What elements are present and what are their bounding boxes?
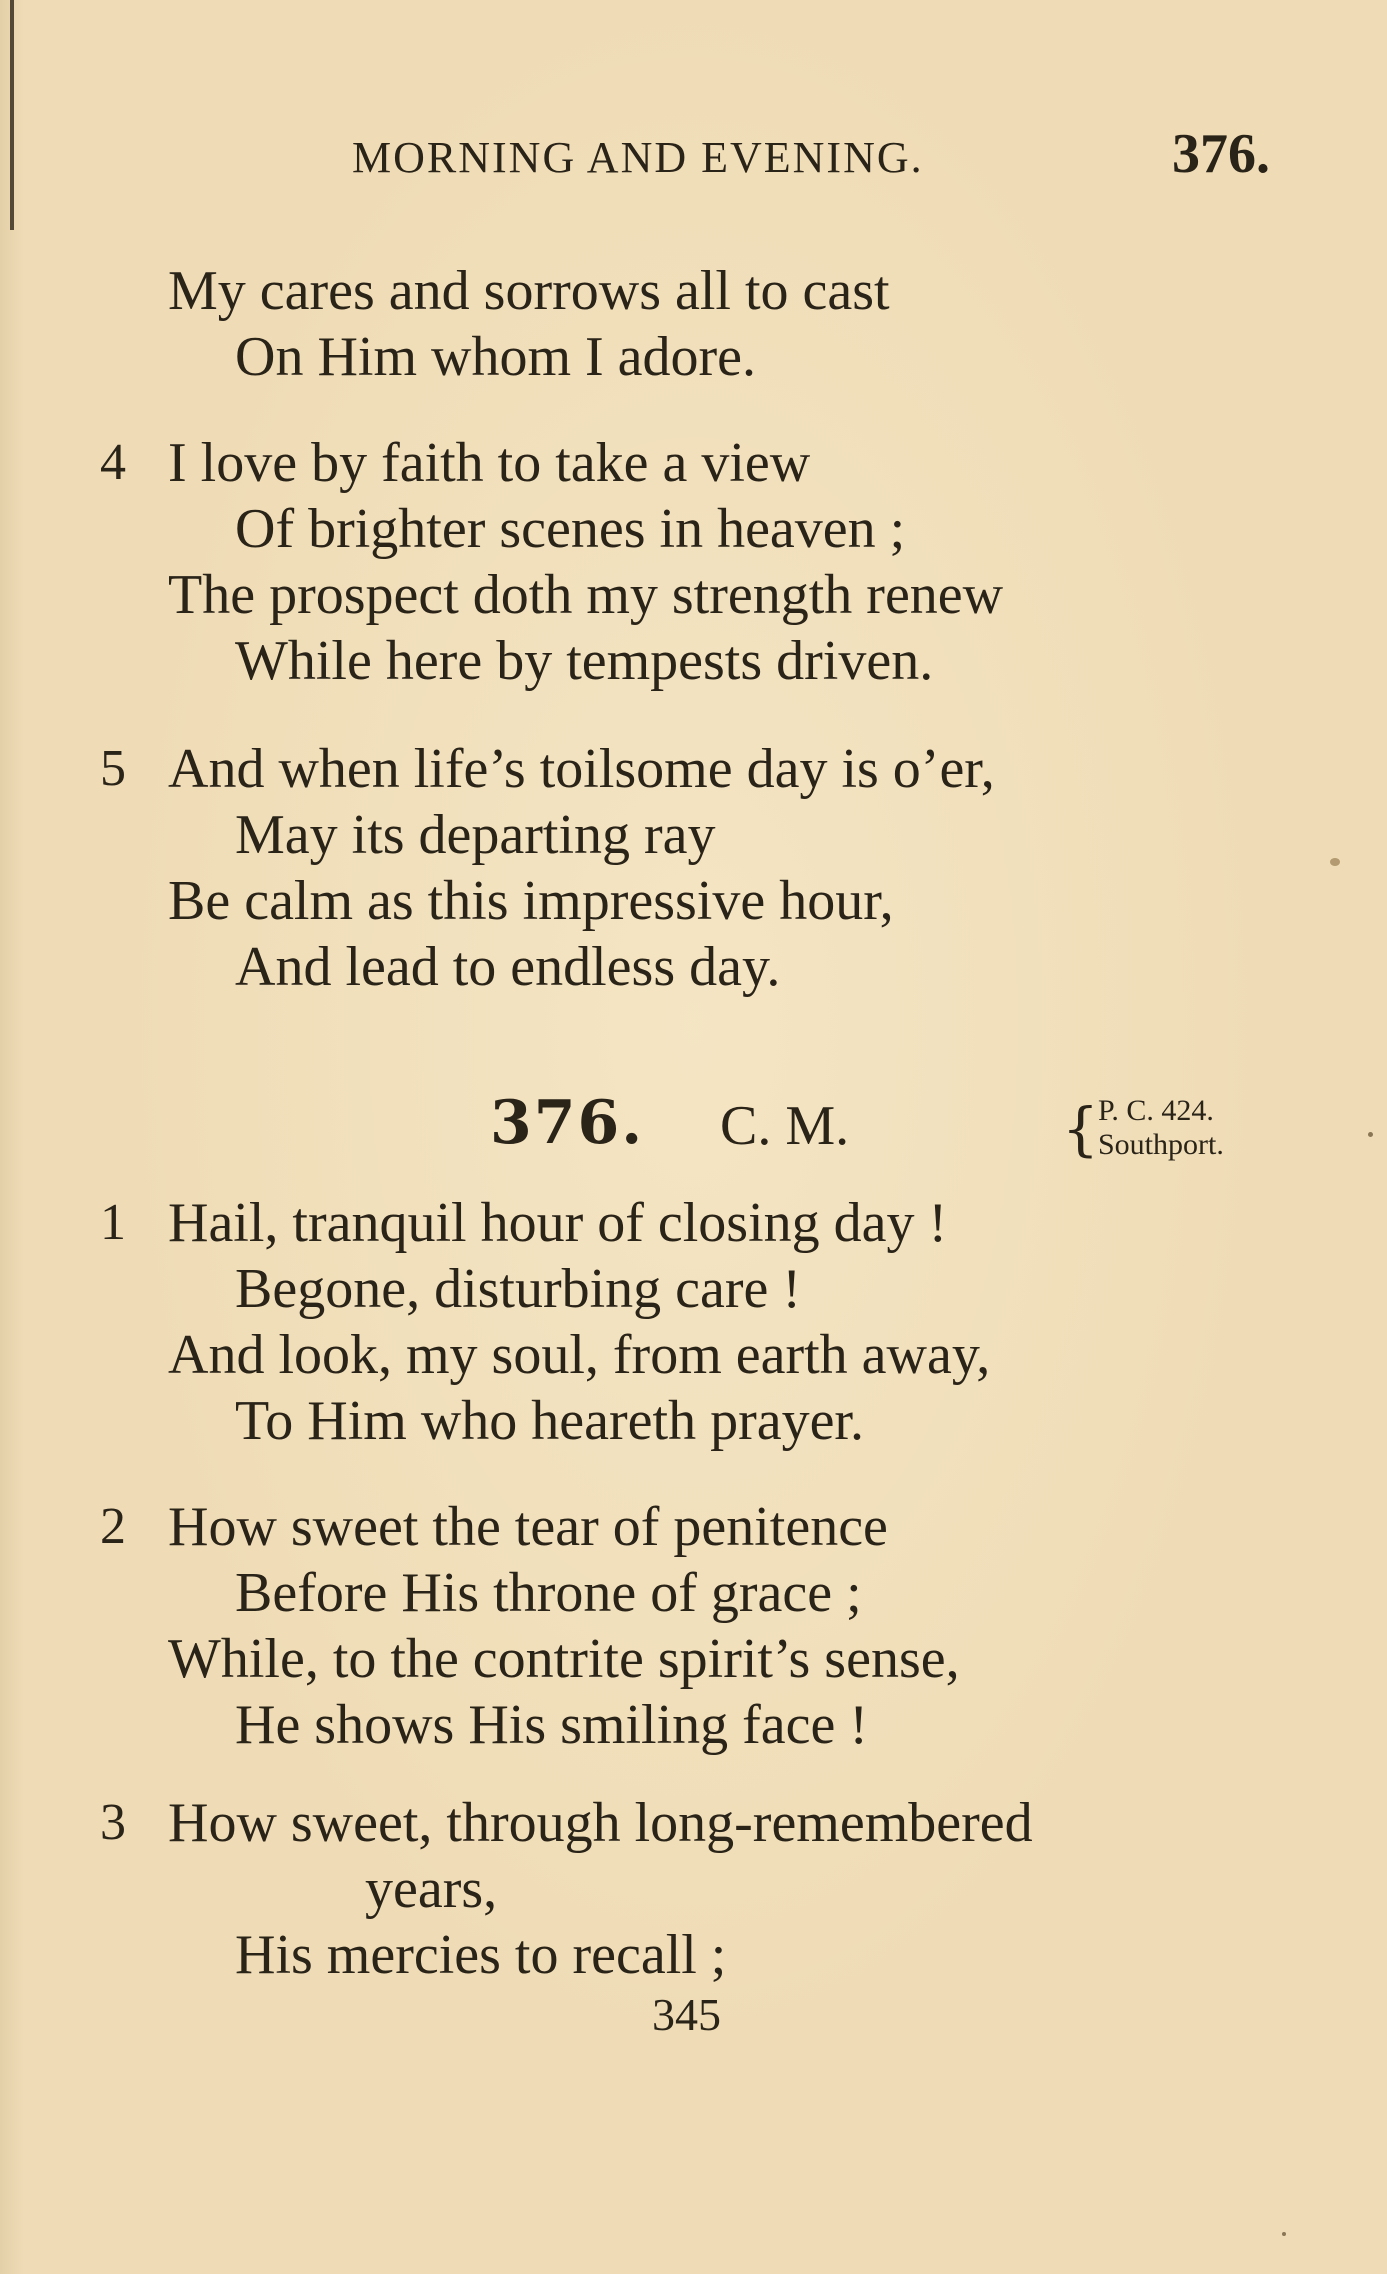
verse-line: And when life’s toilsome day is o’er, <box>168 738 995 800</box>
hymn-heading <box>490 1088 850 1158</box>
verse-line: Begone, disturbing care ! <box>235 1258 802 1320</box>
verse-line: His mercies to recall ; <box>235 1924 727 1986</box>
verse-line: May its departing ray <box>235 804 716 866</box>
verse-line: And look, my soul, from earth away, <box>168 1324 991 1386</box>
paper-speck <box>1368 1132 1373 1137</box>
verse-line: Hail, tranquil hour of closing day ! <box>168 1192 948 1254</box>
page-number: 345 <box>652 1989 721 2040</box>
verse-line: Be calm as this impressive hour, <box>168 870 894 932</box>
verse-number: 1 <box>100 1194 126 1251</box>
tune-book-ref: P. C. 424. <box>1098 1094 1214 1127</box>
tune-name: Southport. <box>1098 1128 1224 1161</box>
verse-line: My cares and sorrows all to cast <box>168 260 890 322</box>
verse-line: And lead to endless day. <box>235 936 781 998</box>
verse-line: He shows His smiling face ! <box>235 1694 869 1756</box>
verse-number: 5 <box>100 740 126 797</box>
page-hymn-number: 376. <box>1172 123 1270 185</box>
tune-reference <box>1062 1094 1292 1174</box>
verse-line: Before His throne of grace ; <box>235 1562 862 1624</box>
verse-number: 4 <box>100 434 126 491</box>
verse-number: 3 <box>100 1794 126 1851</box>
paper-speck <box>1330 858 1340 866</box>
verse-number: 2 <box>100 1498 126 1555</box>
verse-line: To Him who heareth prayer. <box>235 1390 864 1452</box>
verse-line: How sweet the tear of penitence <box>168 1496 888 1558</box>
running-title: MORNING AND EVENING. <box>352 133 924 182</box>
paper-speck <box>1282 2232 1286 2236</box>
page-edge-shadow <box>10 0 14 230</box>
verse-line: years, <box>365 1858 498 1920</box>
verse-line: On Him whom I adore. <box>235 326 757 388</box>
verse-line: I love by faith to take a view <box>168 432 811 494</box>
hymn-number: 376. <box>490 1088 645 1158</box>
verse-line: How sweet, through long-remembered <box>168 1792 1033 1854</box>
brace-icon: { <box>1062 1095 1099 1163</box>
verse-line: The prospect doth my strength renew <box>168 564 1004 626</box>
verse-line: Of brighter scenes in heaven ; <box>235 498 906 560</box>
verse-line: While, to the contrite spirit’s sense, <box>168 1628 960 1690</box>
verse-line: While here by tempests driven. <box>235 630 934 692</box>
hymn-meter: C. M. <box>720 1095 850 1157</box>
